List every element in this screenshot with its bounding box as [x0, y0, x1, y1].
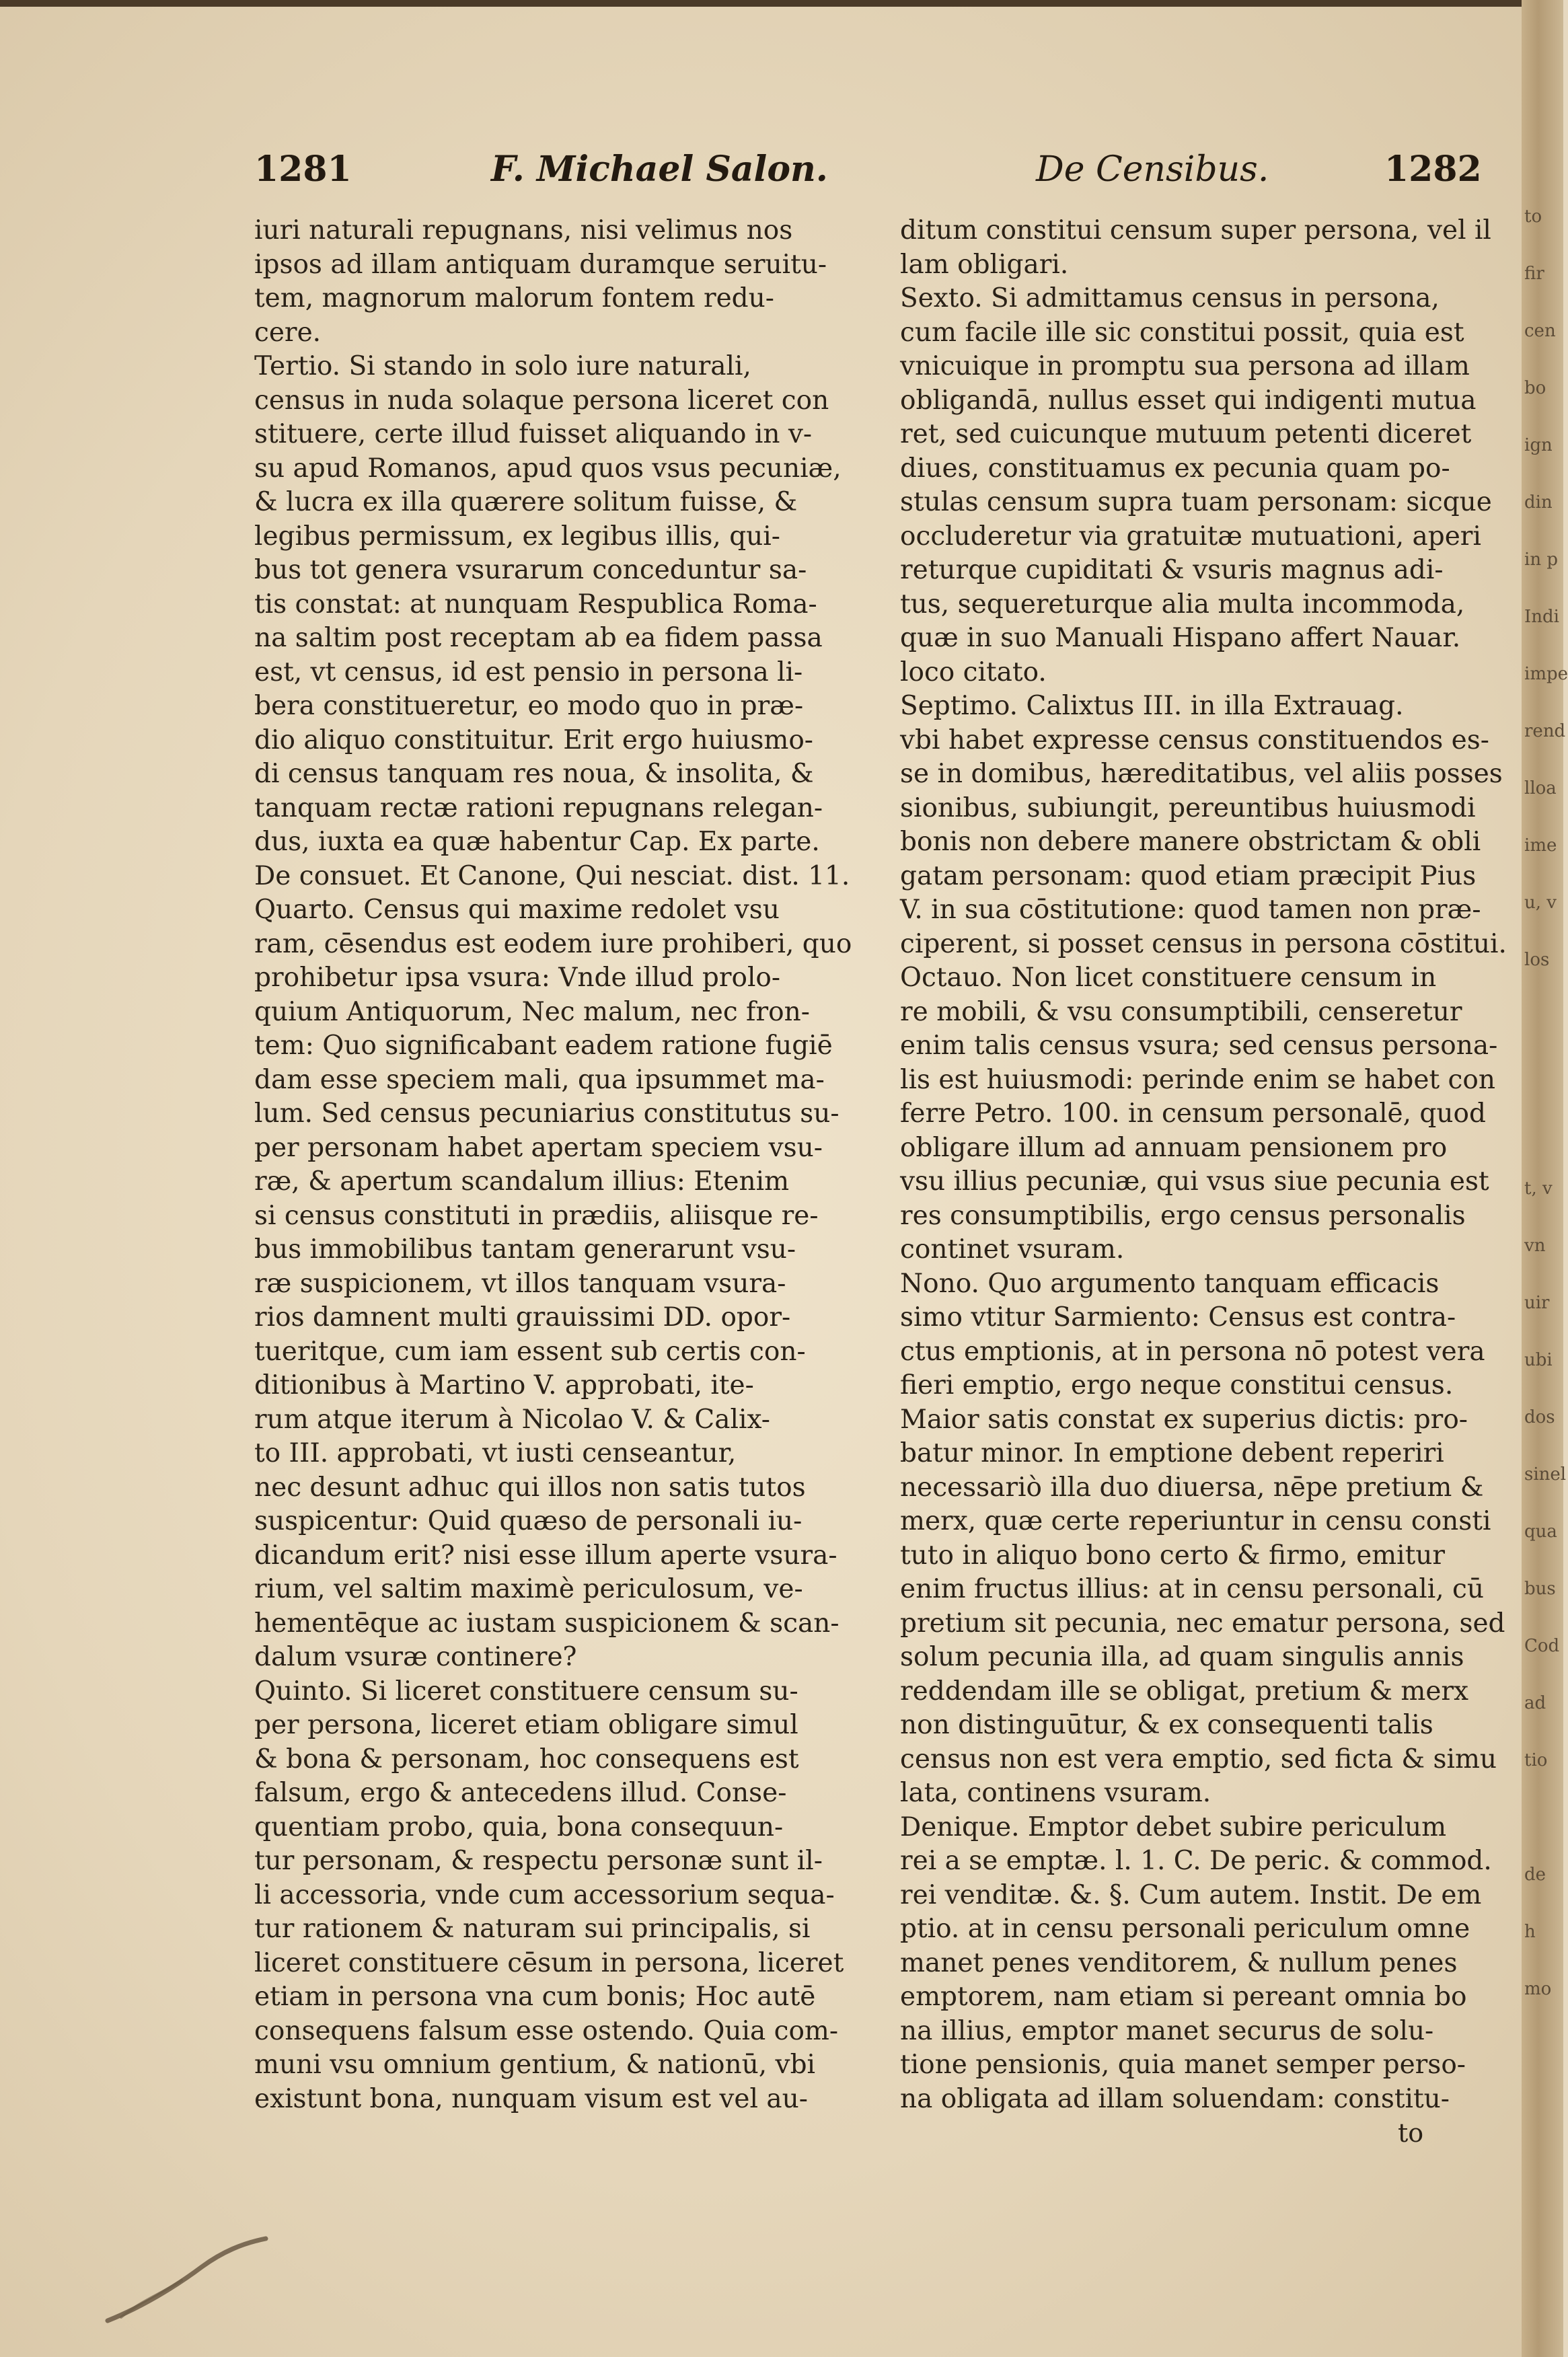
text-line: rei a se emptæ. l. 1. C. De peric. & commod.	[900, 1846, 1492, 1876]
text-line: per persona, liceret etiam obligare simul	[254, 1710, 798, 1740]
edge-fragment: ign	[1524, 435, 1553, 455]
text-line: returque cupiditati & vsuris magnus adi-	[900, 555, 1444, 585]
text-line: tur personam, & respectu personæ sunt il-	[254, 1846, 823, 1876]
text-line: re mobili, & vsu consumptibili, censeretur	[900, 996, 1462, 1027]
edge-fragment: Indi	[1524, 607, 1559, 627]
text-line: Sexto. Si admittamus census in persona,	[900, 283, 1440, 313]
left-text-column	[254, 214, 852, 2116]
text-line: pretium sit pecunia, nec ematur persona, sed	[900, 1608, 1505, 1639]
edge-fragment: lloa	[1524, 778, 1557, 798]
text-line: se in domibus, hæreditatibus, vel aliis posses	[900, 759, 1503, 789]
edge-fragment	[1524, 1002, 1561, 1032]
edge-fragment: h	[1524, 1922, 1536, 1942]
text-line: suspicentur: Quid quæso de personali iu-	[254, 1506, 802, 1536]
text-line: nec desunt adhuc qui illos non satis tutos	[254, 1472, 806, 1503]
text-line: Nono. Quo argumento tanquam efficacis	[900, 1268, 1440, 1299]
edge-fragment: to	[1524, 207, 1542, 227]
text-line: rios damnent multi grauissimi DD. opor-	[254, 1302, 791, 1333]
text-line: stulas censum supra tuam personam: sicque	[900, 487, 1492, 517]
left-page-number: 1281	[254, 149, 352, 190]
text-line: muni vsu omnium gentium, & nationū, vbi	[254, 2050, 816, 2080]
text-line: diues, constituamus ex pecunia quam po-	[900, 453, 1450, 484]
text-line: per personam habet apertam speciem vsu-	[254, 1132, 823, 1163]
text-line: tione pensionis, quia manet semper perso-	[900, 2050, 1466, 2080]
text-line: merx, quæ certe reperiuntur in censu consti	[900, 1506, 1491, 1536]
text-line: ipsos ad illam antiquam duramque seruitu-	[254, 249, 827, 280]
text-line: continet vsuram.	[900, 1234, 1125, 1265]
text-line: quentiam probo, quia, bona consequun-	[254, 1811, 784, 1842]
text-line: ciperent, si posset census in persona cōstitui.	[900, 928, 1507, 959]
edge-fragment: t, v	[1524, 1178, 1553, 1199]
text-line: lum. Sed census pecuniarius constitutus su-	[254, 1098, 839, 1129]
text-line: rium, vel saltim maximè periculosum, ve-	[254, 1574, 803, 1604]
text-line: ditionibus à Martino V. approbati, ite-	[254, 1370, 754, 1400]
ink-stroke-mark	[101, 2233, 276, 2327]
text-line: na obligata ad illam soluendam: constitu-	[900, 2083, 1450, 2114]
edge-fragment: impe	[1524, 664, 1568, 684]
text-line: ret, sed cuicunque mutuum petenti diceret	[900, 419, 1472, 449]
text-line: cere.	[254, 317, 322, 348]
edge-fragment	[1524, 1117, 1561, 1146]
facing-page-edge	[1522, 0, 1568, 2357]
text-line: legibus permissum, ex legibus illis, qui-	[254, 521, 780, 552]
text-line: De consuet. Et Canone, Qui nesciat. dist. 11.	[254, 860, 850, 891]
text-line: tur rationem & naturam sui principalis, si	[254, 1914, 811, 1944]
text-line: dicandum erit? nisi esse illum aperte vsura-	[254, 1540, 837, 1571]
text-line: tis constat: at nunquam Respublica Roma-	[254, 589, 817, 620]
text-line: res consumptibilis, ergo census personalis	[900, 1200, 1466, 1231]
edge-fragment: ime	[1524, 835, 1557, 856]
text-line: consequens falsum esse ostendo. Quia com-	[254, 2015, 839, 2046]
text-line: V. in sua cōstitutione: quod tamen non præ-	[900, 895, 1481, 925]
text-line: tanquam rectæ rationi repugnans relegan-	[254, 792, 823, 823]
edge-fragment: mo	[1524, 1979, 1552, 1999]
edge-fragment: cen	[1524, 321, 1556, 341]
text-line: tueritque, cum iam essent sub certis con-	[254, 1336, 806, 1367]
text-line: Maior satis constat ex superius dictis: pro-	[900, 1404, 1468, 1435]
text-line: Septimo. Calixtus III. in illa Extrauag.	[900, 691, 1404, 721]
text-line: ditum constitui censum super persona, vel il	[900, 215, 1491, 246]
edge-fragment: qua	[1524, 1522, 1557, 1542]
text-line: su apud Romanos, apud quos vsus pecuniæ,	[254, 453, 842, 484]
edge-fragment: ubi	[1524, 1350, 1553, 1370]
text-line: prohibetur ipsa vsura: Vnde illud prolo-	[254, 963, 781, 993]
text-line: di census tanquam res noua, & insolita, &	[254, 759, 814, 789]
text-line: cum facile ille sic constitui possit, quia est	[900, 317, 1464, 348]
text-line: lata, continens vsuram.	[900, 1778, 1211, 1808]
edge-fragment: u, v	[1524, 893, 1557, 913]
text-line: fieri emptio, ergo neque constitui census.	[900, 1370, 1454, 1400]
text-line: si census constituti in prædiis, aliisque re-	[254, 1200, 819, 1231]
text-line: bonis non debere manere obstrictam & obli	[900, 827, 1481, 857]
text-line: emptorem, nam etiam si pereant omnia bo	[900, 1982, 1467, 2012]
text-line: lam obligari.	[900, 249, 1069, 280]
text-line: ptio. at in censu personali periculum omne	[900, 1914, 1470, 1944]
text-line: bus immobilibus tantam generarunt vsu-	[254, 1234, 796, 1265]
text-line: gatam personam: quod etiam præcipit Pius	[900, 860, 1477, 891]
edge-fragment: rend	[1524, 721, 1566, 741]
text-line: loco citato.	[900, 657, 1047, 687]
text-line: vbi habet expresse census constituendos es-	[900, 724, 1489, 755]
text-line: manet penes venditorem, & nullum penes	[900, 1947, 1458, 1978]
text-line: dam esse speciem mali, qua ipsummet ma-	[254, 1064, 825, 1095]
text-line: tem, magnorum malorum fontem redu-	[254, 283, 774, 313]
text-line: ctus emptionis, at in persona nō potest vera	[900, 1336, 1485, 1367]
edge-fragment: dos	[1524, 1407, 1555, 1427]
text-line: census in nuda solaque persona liceret con	[254, 385, 829, 416]
edge-fragment: bus	[1524, 1579, 1556, 1599]
text-line: enim talis census vsura; sed census persona-	[900, 1031, 1498, 1061]
edge-fragment: tio	[1524, 1750, 1548, 1770]
text-line: li accessoria, vnde cum accessorium sequa-	[254, 1879, 835, 1910]
text-line: stituere, certe illud fuisset aliquando in v-	[254, 419, 813, 449]
text-line: Quarto. Census qui maxime redolet vsu	[254, 895, 780, 925]
text-line: rum atque iterum à Nicolao V. & Calix-	[254, 1404, 770, 1435]
edge-fragment: bo	[1524, 378, 1546, 398]
text-line: vnicuique in promptu sua persona ad illam	[900, 351, 1470, 381]
text-line: est, vt census, id est pensio in persona li-	[254, 657, 803, 687]
text-line: iuri naturali repugnans, nisi velimus nos	[254, 215, 793, 246]
text-line: obligare illum ad annuam pensionem pro	[900, 1132, 1448, 1163]
text-line: dio aliquo constituitur. Erit ergo huiusmo-	[254, 724, 813, 755]
text-line: na saltim post receptam ab ea fidem passa	[254, 623, 823, 653]
text-line: falsum, ergo & antecedens illud. Conse-	[254, 1778, 787, 1808]
text-line: ram, cēsendus est eodem iure prohiberi, quo	[254, 928, 852, 959]
text-line: tem: Quo significabant eadem ratione fugiē	[254, 1031, 833, 1061]
text-line: batur minor. In emptione debent reperiri	[900, 1438, 1444, 1468]
text-line: ræ suspicionem, vt illos tanquam vsura-	[254, 1268, 786, 1299]
text-line: rei venditæ. &. §. Cum autem. Instit. De em	[900, 1879, 1482, 1910]
text-line: census non est vera emptio, sed ficta & simu	[900, 1744, 1497, 1774]
text-line: ræ, & apertum scandalum illius: Etenim	[254, 1166, 790, 1197]
text-line: ferre Petro. 100. in censum personalē, quod	[900, 1098, 1486, 1129]
edge-fragment: los	[1524, 950, 1550, 970]
edge-fragment	[1524, 1059, 1561, 1089]
text-line: to III. approbati, vt iusti censeantur,	[254, 1438, 737, 1468]
edge-fragment: de	[1524, 1865, 1546, 1885]
text-line: enim fructus illius: at in censu personali, cū	[900, 1574, 1484, 1604]
text-line: bera constitueretur, eo modo quo in præ-	[254, 691, 804, 721]
edge-fragment: sinel	[1524, 1464, 1567, 1485]
catchword: to	[1398, 2118, 1424, 2148]
text-line: liceret constituere cēsum in persona, liceret	[254, 1947, 844, 1978]
edge-fragment: ad	[1524, 1693, 1546, 1713]
text-line: etiam in persona vna cum bonis; Hoc autē	[254, 1982, 816, 2012]
text-line: obligandā, nullus esset qui indigenti mutua	[900, 385, 1477, 416]
edge-fragment: uir	[1524, 1293, 1550, 1313]
text-line: sionibus, subiungit, pereuntibus huiusmodi	[900, 792, 1476, 823]
edge-fragment: din	[1524, 492, 1553, 513]
text-line: tus, sequereturque alia multa incommoda,	[900, 589, 1465, 620]
edge-fragment: fir	[1524, 264, 1544, 284]
text-line: simo vtitur Sarmiento: Census est contra-	[900, 1302, 1456, 1333]
text-line: hementēque ac iustam suspicionem & scan-	[254, 1608, 839, 1639]
edge-fragment: vn	[1524, 1236, 1546, 1256]
text-line: & bona & personam, hoc consequens est	[254, 1744, 799, 1774]
text-line: Quinto. Si liceret constituere censum su-	[254, 1676, 798, 1707]
text-line: Octauo. Non licet constituere censum in	[900, 963, 1437, 993]
text-line: dus, iuxta ea quæ habentur Cap. Ex parte.	[254, 827, 820, 857]
text-line: quium Antiquorum, Nec malum, nec fron-	[254, 996, 810, 1027]
text-line: & lucra ex illa quærere solitum fuisse, &	[254, 487, 798, 517]
text-line: vsu illius pecuniæ, qui vsus siue pecunia est	[900, 1166, 1489, 1197]
text-line: na illius, emptor manet securus de solu-	[900, 2015, 1434, 2046]
text-line: reddendam ille se obligat, pretium & merx	[900, 1676, 1469, 1707]
text-line: occluderetur via gratuitæ mutuationi, aperi	[900, 521, 1481, 552]
right-running-title: De Censibus.	[1036, 149, 1269, 190]
edge-fragment	[1524, 1803, 1561, 1832]
text-line: necessariò illa duo diuersa, nēpe pretium &	[900, 1472, 1484, 1503]
right-text-column	[900, 214, 1507, 2116]
text-line: non distinguūtur, & ex consequenti talis	[900, 1710, 1433, 1740]
text-line: solum pecunia illa, ad quam singulis annis	[900, 1642, 1464, 1672]
text-line: existunt bona, nunquam visum est vel au-	[254, 2083, 808, 2114]
edge-fragment: Cod	[1524, 1636, 1560, 1656]
edge-fragment: in p	[1524, 550, 1558, 570]
left-running-title: F. Michael Salon.	[491, 149, 828, 190]
text-line: Tertio. Si stando in solo iure naturali,	[254, 351, 751, 381]
text-line: Denique. Emptor debet subire periculum	[900, 1811, 1447, 1842]
top-edge-band	[0, 0, 1563, 7]
right-page-number: 1282	[1384, 149, 1482, 190]
text-line: quæ in suo Manuali Hispano affert Nauar.	[900, 623, 1461, 653]
text-line: bus tot genera vsurarum conceduntur sa-	[254, 555, 807, 585]
text-line: lis est huiusmodi: perinde enim se habet con	[900, 1064, 1495, 1095]
text-line: tuto in aliquo bono certo & firmo, emitur	[900, 1540, 1446, 1571]
text-line: dalum vsuræ continere?	[254, 1642, 577, 1672]
